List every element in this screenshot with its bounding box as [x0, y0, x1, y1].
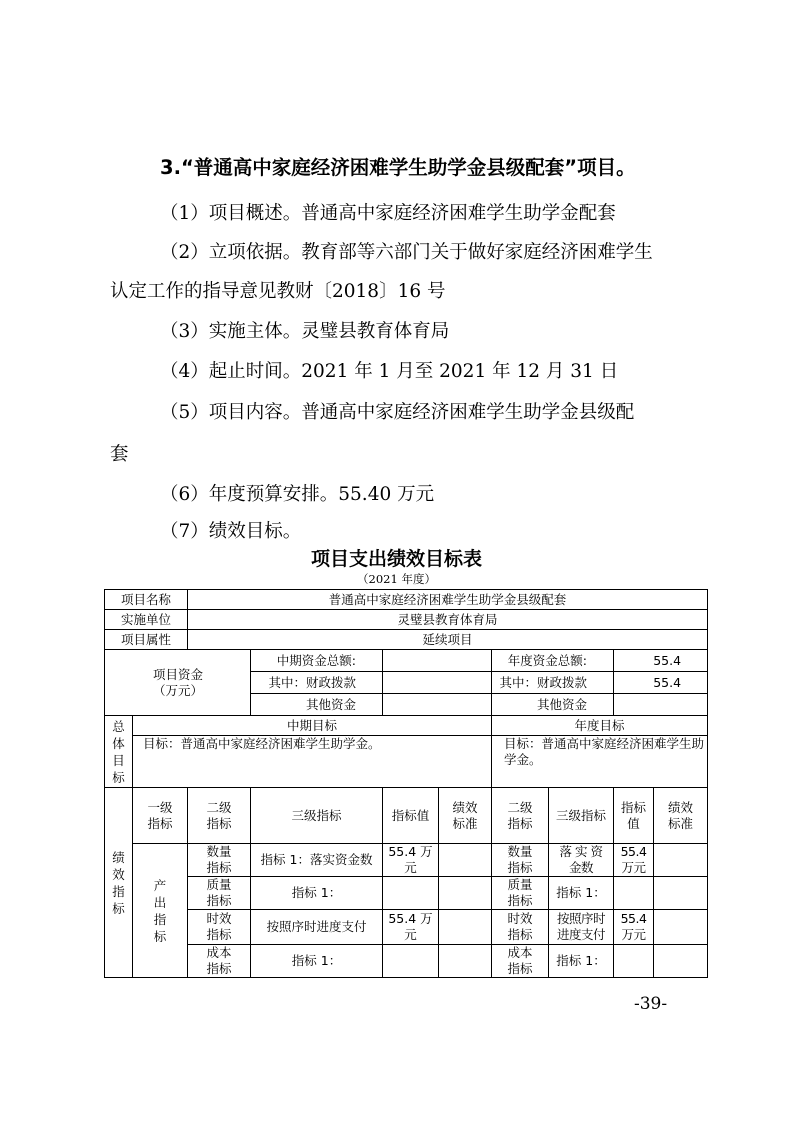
- table-row: [383, 877, 439, 910]
- table-row: 时效 指标: [492, 910, 549, 945]
- project-attribute-label: 项目属性: [105, 630, 188, 650]
- mid-fiscal-value: [383, 672, 492, 694]
- level3-header-annual: 三级指标: [549, 788, 614, 844]
- table-row: [654, 945, 708, 978]
- standard-header: 绩效 标准: [439, 788, 492, 844]
- mid-total-label: 中期资金总额:: [251, 650, 383, 672]
- implementing-unit-value: 灵璧县教育体育局: [188, 610, 708, 630]
- table-row: [654, 910, 708, 945]
- table-year: （2021 年度）: [357, 572, 436, 586]
- level2-header: 二级 指标: [188, 788, 251, 844]
- paragraph-budget: （6）年度预算安排。55.40 万元: [160, 484, 435, 505]
- table-row: 按照序时 进度支付: [549, 910, 614, 945]
- output-indicator-label: 产出指标: [133, 844, 188, 978]
- annual-fiscal-value: 55.4: [614, 672, 708, 694]
- table-row: 指标 1：: [549, 945, 614, 978]
- table-row: 55.4 万元: [614, 910, 654, 945]
- project-funds-label: 项目资金 （万元）: [105, 650, 251, 716]
- page-number: -39-: [634, 994, 668, 1014]
- table-row: 质量 指标: [492, 877, 549, 910]
- annual-total-value: 55.4: [614, 650, 708, 672]
- annual-other-value: [614, 694, 708, 716]
- annual-other-label: 其他资金: [492, 694, 614, 716]
- table-row: [439, 945, 492, 978]
- annual-goal-header: 年度目标: [492, 716, 708, 736]
- performance-target-table: [104, 589, 708, 978]
- paragraph-basis-continued: 认定工作的指导意见教财〔2018〕16 号: [110, 281, 446, 302]
- annual-fiscal-label: 其中：财政拨款: [492, 672, 614, 694]
- table-row: 落 实 资 金数: [549, 844, 614, 877]
- annual-goal-text: 目标：普通高中家庭经济困难学生助学金。: [492, 736, 708, 788]
- table-row: [383, 945, 439, 978]
- table-row: 55.4 万 元: [383, 844, 439, 877]
- project-name-label: 项目名称: [105, 590, 188, 610]
- level2-header-annual: 二级 指标: [492, 788, 549, 844]
- table-row: [439, 844, 492, 877]
- table-row: 数量 指标: [188, 844, 251, 877]
- table-row: 时效 指标: [188, 910, 251, 945]
- table-row: 指标 1：: [549, 877, 614, 910]
- paragraph-overview: （1）项目概述。普通高中家庭经济困难学生助学金配套: [160, 203, 616, 224]
- paragraph-period: （4）起止时间。2021 年 1 月至 2021 年 12 月 31 日: [160, 361, 619, 382]
- mid-other-label: 其他资金: [251, 694, 383, 716]
- table-row: 55.4 万元: [614, 844, 654, 877]
- overall-goal-label: 总体目标: [105, 716, 133, 788]
- performance-indicator-label: 绩效指标: [105, 788, 133, 978]
- paragraph-content: （5）项目内容。普通高中家庭经济困难学生助学金县级配: [160, 402, 635, 423]
- level1-header: 一级 指标: [133, 788, 188, 844]
- standard-header-annual: 绩效 标准: [654, 788, 708, 844]
- annual-total-label: 年度资金总额:: [492, 650, 614, 672]
- project-name-value: 普通高中家庭经济困难学生助学金县级配套: [188, 590, 708, 610]
- table-row: 指标 1：: [251, 877, 383, 910]
- mid-other-value: [383, 694, 492, 716]
- table-row: [614, 945, 654, 978]
- table-row: [654, 877, 708, 910]
- table-row: 指标 1：落实资金数: [251, 844, 383, 877]
- paragraph-subject: （3）实施主体。灵璧县教育体育局: [160, 321, 450, 342]
- paragraph-goal: （7）绩效目标。: [160, 521, 302, 542]
- implementing-unit-label: 实施单位: [105, 610, 188, 630]
- table-row: [654, 844, 708, 877]
- table-row: 质量 指标: [188, 877, 251, 910]
- table-row: [614, 877, 654, 910]
- table-row: 数量 指标: [492, 844, 549, 877]
- section-heading: 3.“普通高中家庭经济困难学生助学金县级配套”项目。: [160, 156, 636, 179]
- table-row: 按照序时进度支付: [251, 910, 383, 945]
- mid-term-goal-header: 中期目标: [133, 716, 492, 736]
- mid-fiscal-label: 其中：财政拨款: [251, 672, 383, 694]
- table-row: [439, 910, 492, 945]
- value-header-annual: 指标 值: [614, 788, 654, 844]
- paragraph-basis: （2）立项依据。教育部等六部门关于做好家庭经济困难学生: [160, 242, 653, 263]
- table-row: [439, 877, 492, 910]
- value-header: 指标值: [383, 788, 439, 844]
- table-row: 指标 1：: [251, 945, 383, 978]
- mid-total-value: [383, 650, 492, 672]
- project-attribute-value: 延续项目: [188, 630, 708, 650]
- table-row: 成本 指标: [492, 945, 549, 978]
- mid-term-goal-text: 目标：普通高中家庭经济困难学生助学金。: [133, 736, 492, 788]
- table-row: 55.4 万 元: [383, 910, 439, 945]
- table-title: 项目支出绩效目标表: [310, 548, 482, 570]
- level3-header: 三级指标: [251, 788, 383, 844]
- table-row: 成本 指标: [188, 945, 251, 978]
- paragraph-content-continued: 套: [110, 444, 129, 465]
